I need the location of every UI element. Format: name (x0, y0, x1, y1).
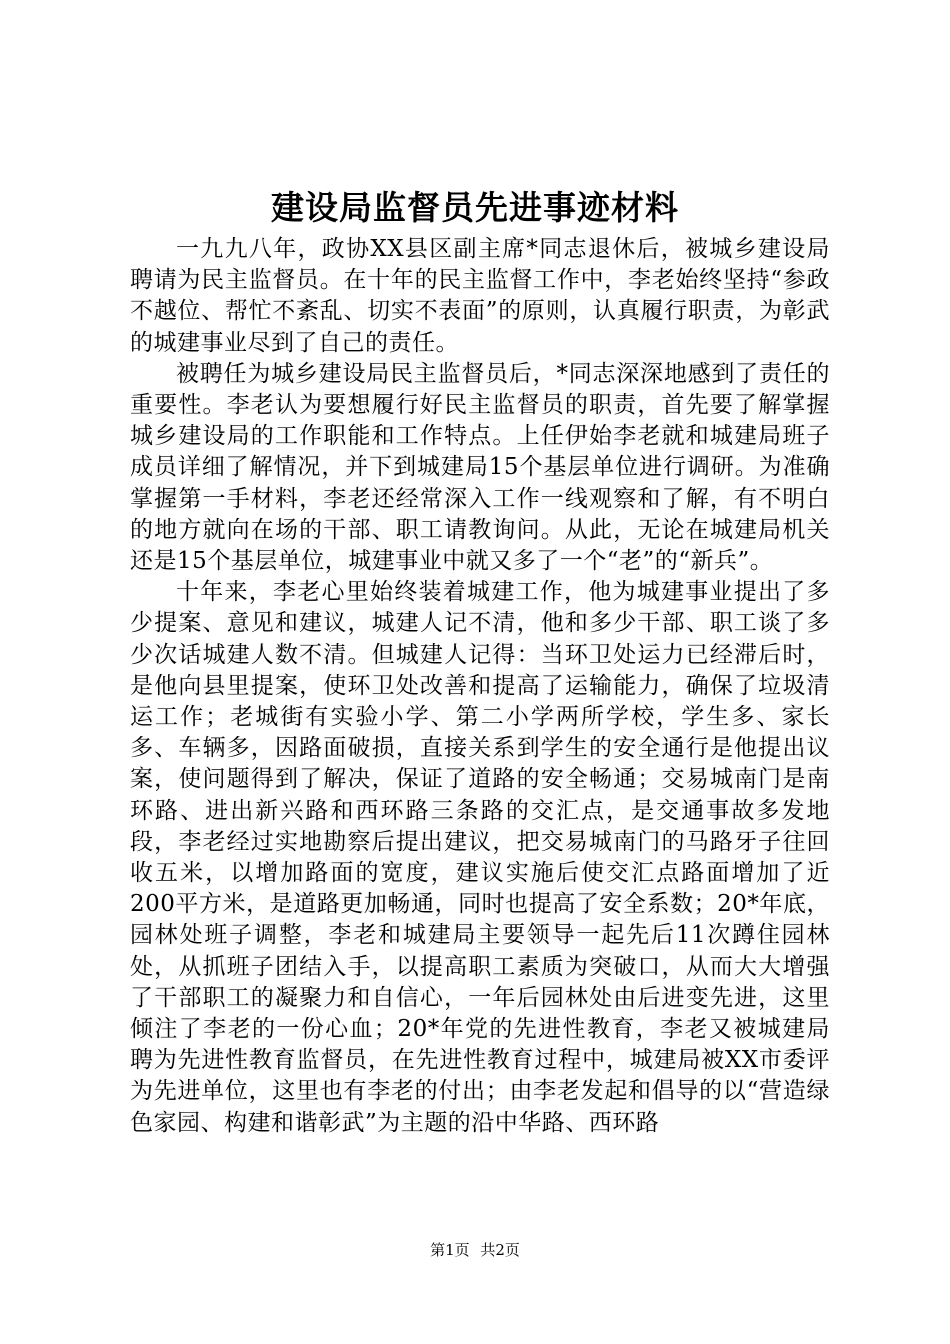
paragraph-3: 十年来，李老心里始终装着城建工作，他为城建事业提出了多少提案、意见和建议，城建人记不清，他和多少干部、职工谈了多少次话城建人数不清。但城建人记得：当环卫处运力已经滞后时，是他向县里提案，使环卫处改善和提高了运输能力，确保了垃圾清运工作；老城街有实验小学、第二小学两所学校，学生多、家长多、车辆多，因路面破损，直接关系到学生的安全通行是他提出议案，使问题得到了解决，保证了道路的安全畅通；交易城南门是南环路、进出新兴路和西环路三条路的交汇点，是交通事故多发地段，李老经过实地勘察后提出建议，把交易城南门的马路牙子往回收五米，以增加路面的宽度，建议实施后使交汇点路面增加了近200平方米，是道路更加畅通，同时也提高了安全系数；20*年底，园林处班子调整，李老和城建局主要领导一起先后11次蹲住园林处，从抓班子团结入手，以提高职工素质为突破口，从而大大增强了干部职工的凝聚力和自信心，一年后园林处由后进变先进，这里倾注了李老的一份心血；20*年党的先进性教育，李老又被城建局聘为先进性教育监督员，在先进性教育过程中，城建局被XX市委评为先进单位，这里也有李老的付出；由李老发起和倡导的以“营造绿色家园、构建和谐彰武”为主题的沿中华路、西环路 (130, 579, 830, 1136)
page-number-total: 共2页 (480, 1241, 520, 1259)
paragraph-1: 一九九八年，政协XX县区副主席*同志退休后，被城乡建设局聘请为民主监督员。在十年的民主监督工作中，李老始终坚持“参政不越位、帮忙不紊乱、切实不表面”的原则，认真履行职责，为彰武的城建事业尽到了自己的责任。 (130, 236, 830, 356)
page-number-current: 第1页 (430, 1241, 470, 1259)
document-title: 建设局监督员先进事迹材料 (271, 188, 679, 227)
paragraph-2: 被聘任为城乡建设局民主监督员后，*同志深深地感到了责任的重要性。李老认为要想履行好民主监督员的职责，首先要了解掌握城乡建设局的工作职能和工作特点。上任伊始李老就和城建局班子成员详细了解情况，并下到城建局15个基层单位进行调研。为准确掌握第一手材料，李老还经常深入工作一线观察和了解，有不明白的地方就向在场的干部、职工请教询问。从此，无论在城建局机关还是15个基层单位，城建事业中就又多了一个“老”的“新兵”。 (130, 360, 830, 575)
document-body (130, 234, 830, 1139)
page-footer (0, 1240, 950, 1260)
